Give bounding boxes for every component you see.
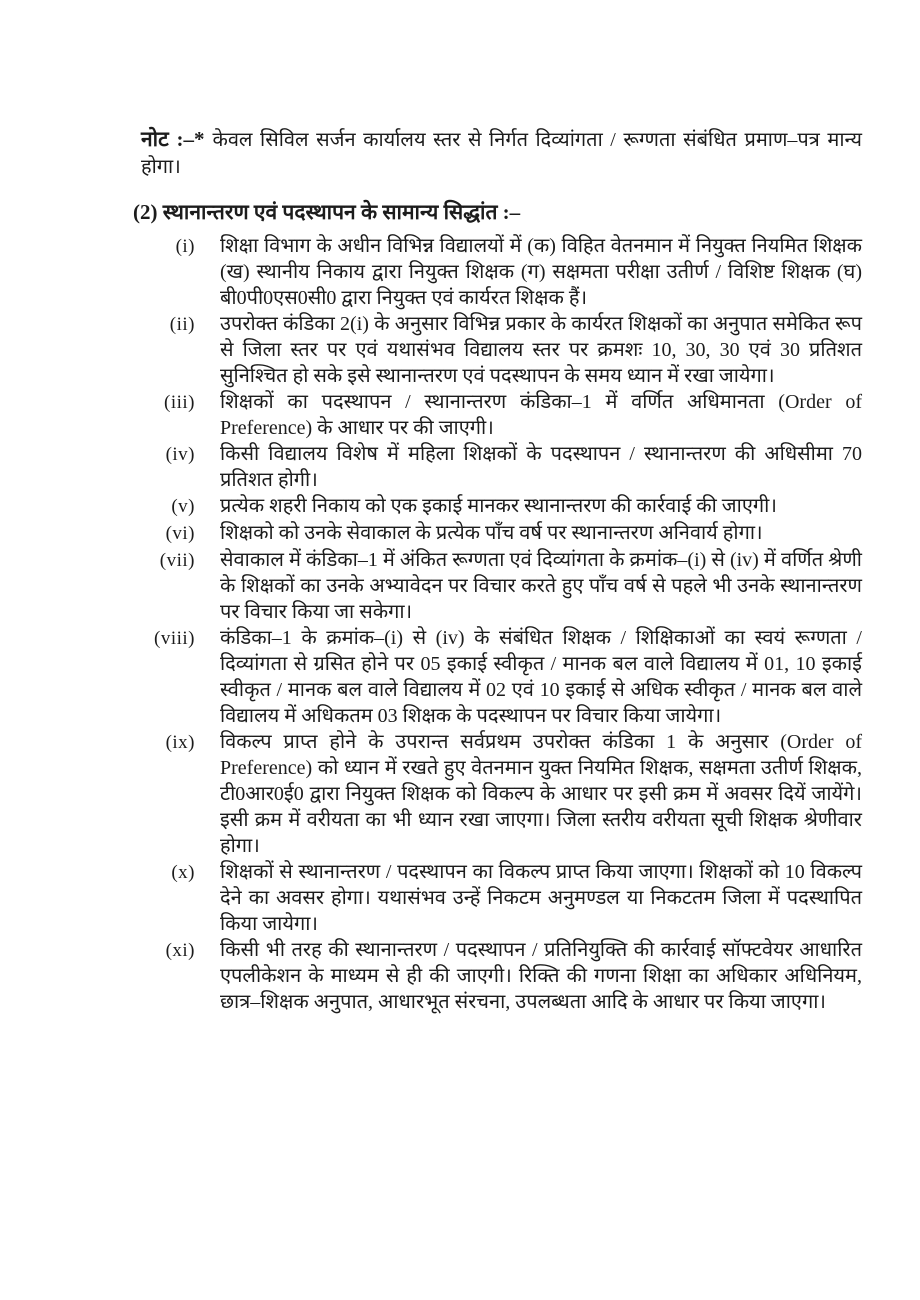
list-item bbox=[133, 859, 862, 937]
item-text: शिक्षको को उनके सेवाकाल के प्रत्येक पाँच वर्ष पर स्थानान्तरण अनिवार्य होगा। bbox=[220, 522, 763, 544]
item-text: कंडिका–1 के क्रमांक–(i) से (iv) के संबंधित शिक्षक / शिक्षिकाओं का स्वयं रूग्णता / दिव्यांगता से ग्रसित होने पर 05 इकाई स्वीकृत / मानक बल वाले विद्यालय में 01, 10 इकाई स्वीकृत / मानक बल वाले विद्यालय में 02 एवं 10 इकाई से अधिक स्वीकृत / मानक बल वाले विद्यालय में अधिकतम 03 शिक्षक के पदस्थापन पर विचार किया जायेगा। bbox=[220, 627, 862, 727]
list-item bbox=[133, 547, 862, 625]
item-text: शिक्षकों से स्थानान्तरण / पदस्थापन का विकल्प प्राप्त किया जाएगा। शिक्षकों को 10 विकल्प देने का अवसर होगा। यथासंभव उन्हें निकटम अनुमण्डल या निकटतम जिला में पदस्थापित किया जायेगा। bbox=[220, 861, 862, 935]
list-item bbox=[133, 520, 862, 547]
item-text: उपरोक्त कंडिका 2(i) के अनुसार विभिन्न प्रकार के कार्यरत शिक्षकों का अनुपात समेकित रूप से जिला स्तर पर एवं यथासंभव विद्यालय स्तर पर क्रमशः 10, 30, 30 एवं 30 प्रतिशत सुनिश्चित हो सके इसे स्थानान्तरण एवं पदस्थापन के समय ध्यान में रखा जायेगा। bbox=[220, 313, 862, 387]
note-text: केवल सिविल सर्जन कार्यालय स्तर से निर्गत दिव्यांगता / रूग्णता संबंधित प्रमाण–पत्र मान्य होगा। bbox=[141, 129, 863, 178]
list-item bbox=[133, 441, 862, 493]
list-item bbox=[133, 493, 862, 520]
item-number: (ix) bbox=[165, 732, 195, 753]
note-label: नोट :–* bbox=[141, 127, 205, 151]
item-text: सेवाकाल में कंडिका–1 में अंकित रूग्णता एवं दिव्यांगता के क्रमांक–(i) से (iv) में वर्णित श्रेणी के शिक्षकों का उनके अभ्यावेदन पर विचार करते हुए पाँच वर्ष से पहले भी उनके स्थानान्तरण पर विचार किया जा सकेगा। bbox=[220, 549, 862, 623]
list-item bbox=[133, 311, 862, 389]
list-item bbox=[133, 389, 862, 441]
item-number: (viii) bbox=[154, 628, 195, 649]
item-text: शिक्षा विभाग के अधीन विभिन्न विद्यालयों में (क) विहित वेतनमान में नियुक्त नियमित शिक्षक (ख) स्थानीय निकाय द्वारा नियुक्त शिक्षक (ग) सक्षमता परीक्षा उतीर्ण / विशिष्ट शिक्षक (घ) बी0पी0एस0सी0 द्वारा नियुक्त एवं कार्यरत शिक्षक हैं। bbox=[220, 235, 862, 309]
item-number: (xi) bbox=[165, 940, 195, 961]
item-text: शिक्षकों का पदस्थापन / स्थानान्तरण कंडिका–1 में वर्णित अधिमानता (Order of Preference) के आधार पर की जाएगी। bbox=[220, 391, 862, 439]
item-number: (iii) bbox=[164, 392, 195, 413]
item-text: किसी भी तरह की स्थानान्तरण / पदस्थापन / प्रतिनियुक्ति की कार्रवाई सॉफ्टवेयर आधारित एपलीकेशन के माध्यम से ही की जाएगी। रिक्ति की गणना शिक्षा का अधिकार अधिनियम, छात्र–शिक्षक अनुपात, आधारभूत संरचना, उपलब्धता आदि के आधार पर किया जाएगा। bbox=[220, 939, 862, 1013]
list-item bbox=[133, 625, 862, 729]
list-item bbox=[133, 729, 862, 859]
item-number: (x) bbox=[171, 862, 195, 883]
note-paragraph bbox=[141, 126, 862, 181]
list-item bbox=[133, 233, 862, 311]
principles-list bbox=[133, 233, 862, 1015]
item-number: (vii) bbox=[159, 550, 195, 571]
item-text: किसी विद्यालय विशेष में महिला शिक्षकों के पदस्थापन / स्थानान्तरण की अधिसीमा 70 प्रतिशत होगी। bbox=[220, 443, 862, 491]
list-item bbox=[133, 937, 862, 1015]
item-number: (i) bbox=[175, 236, 195, 257]
item-text: प्रत्येक शहरी निकाय को एक इकाई मानकर स्थानान्तरण की कार्रवाई की जाएगी। bbox=[220, 495, 777, 517]
item-number: (v) bbox=[171, 496, 195, 517]
item-text: विकल्प प्राप्त होने के उपरान्त सर्वप्रथम उपरोक्त कंडिका 1 के अनुसार (Order of Preference) को ध्यान में रखते हुए वेतनमान युक्त नियमित शिक्षक, सक्षमता उतीर्ण शिक्षक, टी0आर0ई0 द्वारा नियुक्त शिक्षक को विकल्प के आधार पर इसी क्रम में अवसर दियें जायेंगे। इसी क्रम में वरीयता का भी ध्यान रखा जाएगा। जिला स्तरीय वरीयता सूची शिक्षक श्रेणीवार होगा। bbox=[220, 731, 862, 857]
item-number: (vi) bbox=[165, 523, 195, 544]
section-heading: (2) स्थानान्तरण एवं पदस्थापन के सामान्य सिद्धांत :– bbox=[133, 200, 521, 224]
item-number: (ii) bbox=[169, 314, 195, 335]
item-number: (iv) bbox=[165, 444, 195, 465]
